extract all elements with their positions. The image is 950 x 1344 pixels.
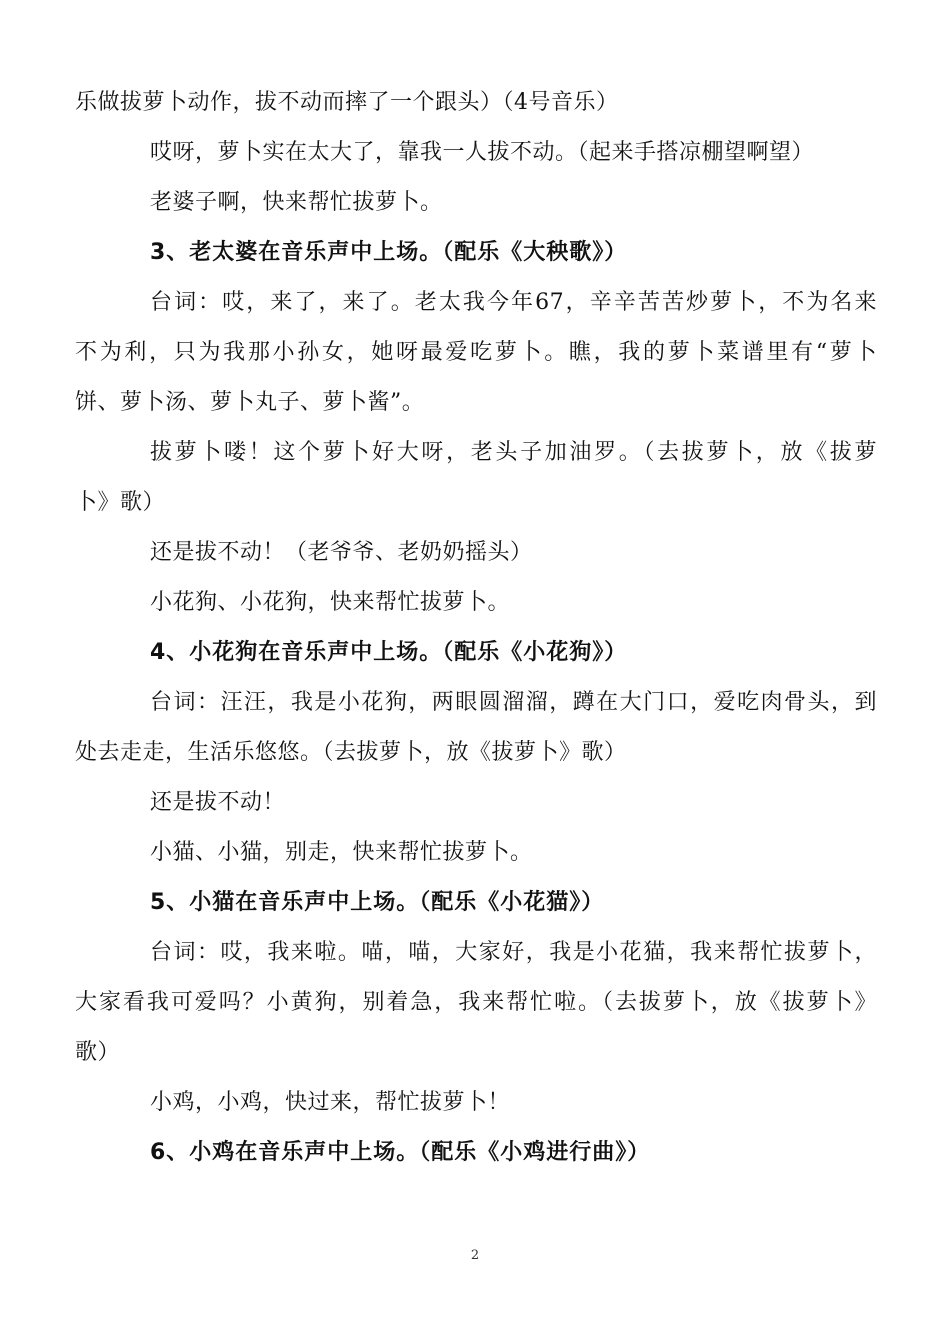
text-line: 不为利，只为我那小孙女，她呀最爱吃萝卜。瞧，我的萝卜菜谱里有“萝卜 [75, 340, 877, 365]
text-line: 小猫、小猫，别走，快来帮忙拔萝卜。 [150, 840, 533, 865]
text-line: 卜》歌） [75, 490, 166, 515]
section-heading-3: 3、老太婆在音乐声中上场。（配乐《大秧歌》） [150, 240, 628, 265]
section-heading-6: 6、小鸡在音乐声中上场。（配乐《小鸡进行曲》） [150, 1140, 651, 1165]
text-line: 拔萝卜喽！这个萝卜好大呀，老头子加油罗。（去拔萝卜，放《拔萝 [150, 440, 877, 465]
text-line: 乐做拔萝卜动作，拔不动而摔了一个跟头）（4号音乐） [75, 90, 619, 115]
text-line: 大家看我可爱吗？小黄狗，别着急，我来帮忙啦。（去拔萝卜，放《拔萝卜》 [75, 990, 877, 1015]
page-number: 2 [470, 1248, 480, 1263]
text-line: 处去走走，生活乐悠悠。（去拔萝卜，放《拔萝卜》歌） [75, 740, 627, 765]
text-line: 台词：汪汪，我是小花狗，两眼圆溜溜，蹲在大门口，爱吃肉骨头，到 [150, 690, 877, 715]
text-line: 歌） [75, 1040, 121, 1065]
document-body [75, 78, 877, 1178]
text-line: 小鸡，小鸡，快过来，帮忙拔萝卜！ [150, 1090, 511, 1115]
text-line: 小花狗、小花狗，快来帮忙拔萝卜。 [150, 590, 511, 615]
text-line: 哎呀，萝卜实在太大了，靠我一人拔不动。（起来手搭凉棚望啊望） [150, 140, 815, 165]
section-heading-5: 5、小猫在音乐声中上场。（配乐《小花猫》） [150, 890, 605, 915]
text-line: 还是拔不动！（老爷爷、老奶奶摇头） [150, 540, 533, 565]
text-line: 饼、萝卜汤、萝卜丸子、萝卜酱”。 [75, 390, 425, 415]
section-heading-4: 4、小花狗在音乐声中上场。（配乐《小花狗》） [150, 640, 628, 665]
text-line: 老婆子啊，快来帮忙拔萝卜。 [150, 190, 443, 215]
text-line: 还是拔不动！ [150, 790, 286, 815]
text-line: 台词：哎，来了，来了。老太我今年67，辛辛苦苦炒萝卜，不为名来 [150, 290, 877, 315]
text-line: 台词：哎，我来啦。喵，喵，大家好，我是小花猫，我来帮忙拔萝卜， [150, 940, 877, 965]
